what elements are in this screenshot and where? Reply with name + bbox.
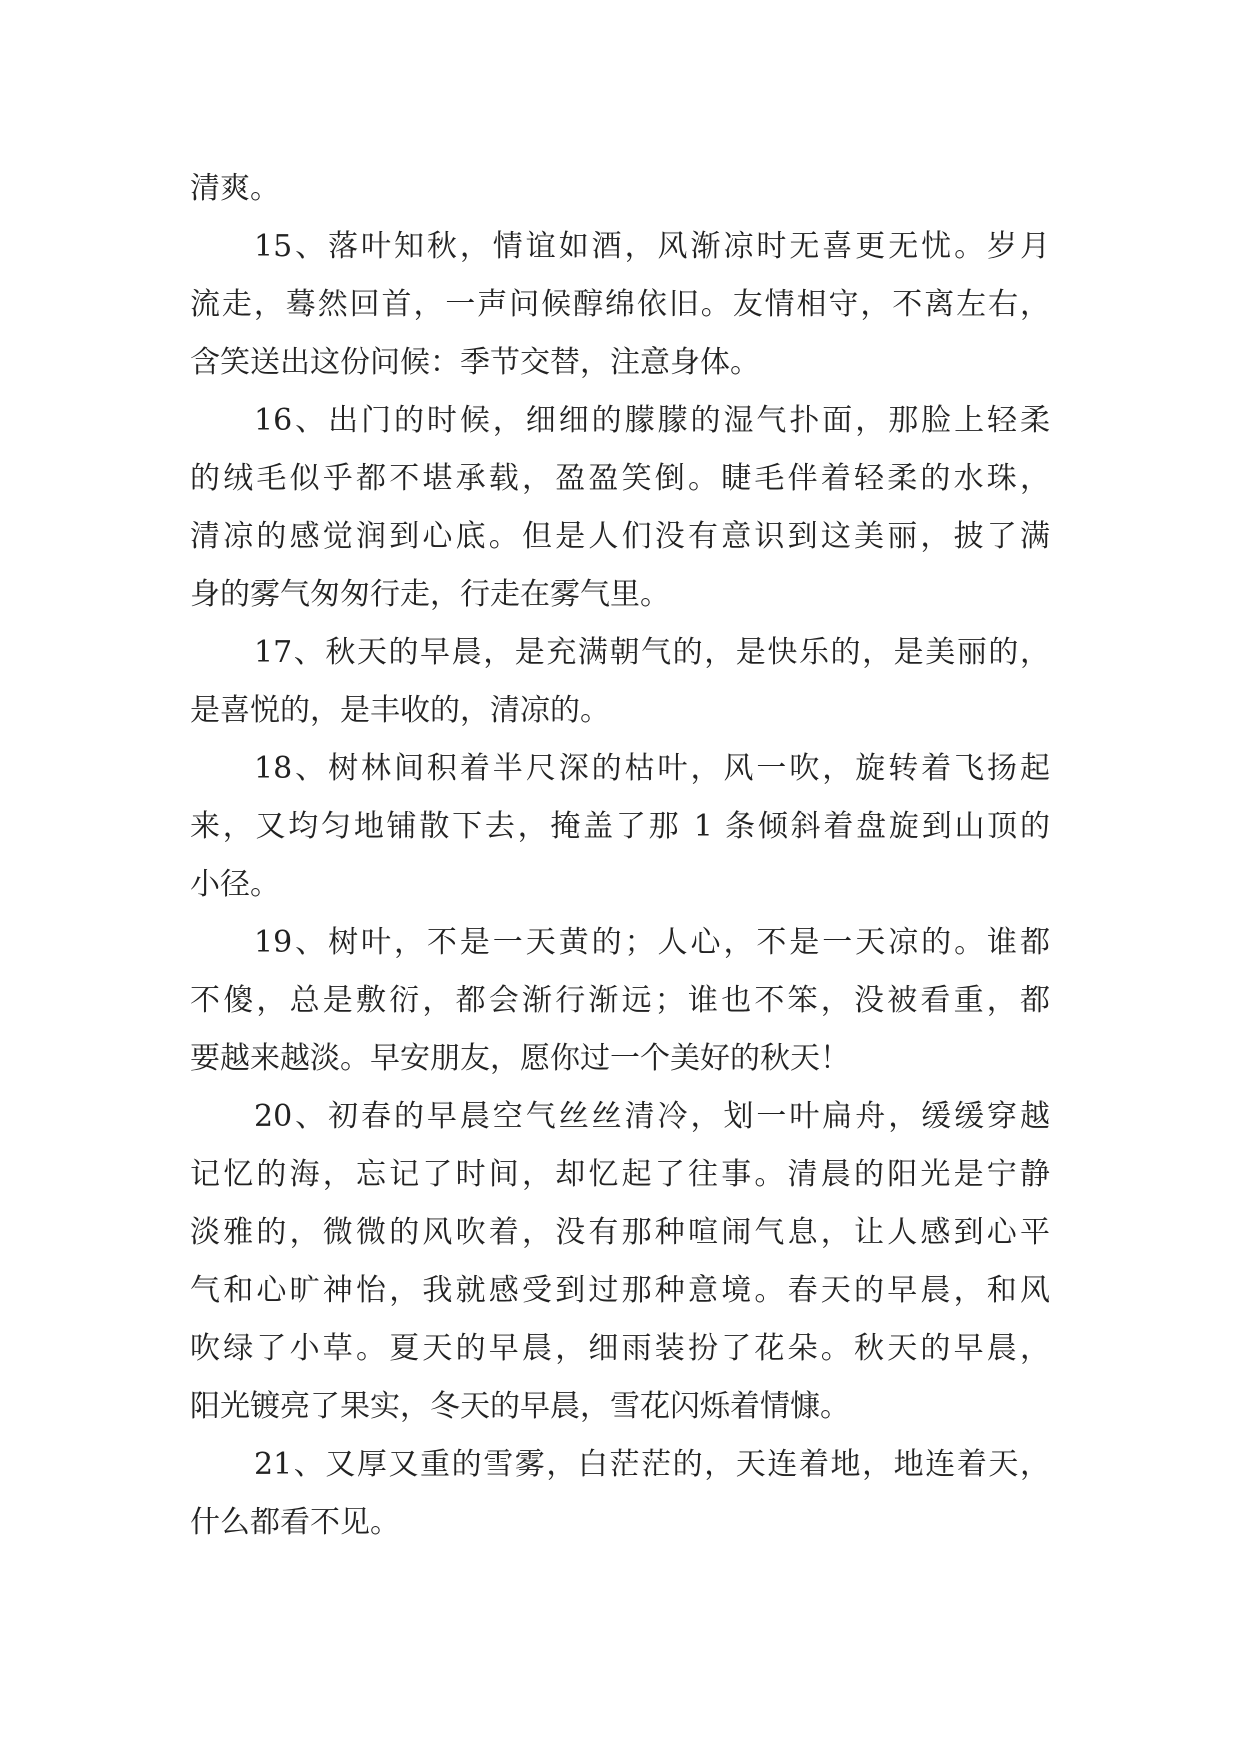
text-line: 15、落叶知秋，情谊如酒，风渐凉时无喜更无忧。岁月 [254,229,1050,264]
paragraph-16 [190,392,1050,624]
paragraph-19 [190,914,1050,1088]
text-line: 来，又均匀地铺散下去，掩盖了那 1 条倾斜着盘旋到山顶的 [190,809,1050,844]
paragraph-15 [190,218,1050,392]
text-line: 气和心旷神怡，我就感受到过那种意境。春天的早晨，和风 [190,1273,1050,1308]
paragraph-21 [190,1436,1050,1552]
text-line: 含笑送出这份问候：季节交替，注意身体。 [190,345,760,380]
text-line: 清爽。 [190,171,280,206]
document-body [190,160,1050,1552]
paragraph-14-tail [190,160,1050,218]
text-line: 身的雾气匆匆行走，行走在雾气里。 [190,577,670,612]
text-line: 记忆的海，忘记了时间，却忆起了往事。清晨的阳光是宁静 [190,1157,1050,1192]
text-line: 18、树林间积着半尺深的枯叶，风一吹，旋转着飞扬起 [254,751,1050,786]
text-line: 的绒毛似乎都不堪承载，盈盈笑倒。睫毛伴着轻柔的水珠， [190,461,1050,496]
text-line: 17、秋天的早晨，是充满朝气的，是快乐的，是美丽的， [254,635,1050,670]
text-line: 清凉的感觉润到心底。但是人们没有意识到这美丽，披了满 [190,519,1050,554]
text-line: 20、初春的早晨空气丝丝清冷，划一叶扁舟，缓缓穿越 [254,1099,1050,1134]
text-line: 阳光镀亮了果实，冬天的早晨，雪花闪烁着情慷。 [190,1389,850,1424]
paragraph-20 [190,1088,1050,1436]
text-line: 淡雅的，微微的风吹着，没有那种喧闹气息，让人感到心平 [190,1215,1050,1250]
text-line: 不傻，总是敷衍，都会渐行渐远；谁也不笨，没被看重，都 [190,983,1050,1018]
text-line: 19、树叶，不是一天黄的；人心，不是一天凉的。谁都 [254,925,1050,960]
text-line: 流走，蓦然回首，一声问候醇绵依旧。友情相守，不离左右， [190,287,1050,322]
text-line: 21、又厚又重的雪雾，白茫茫的，天连着地，地连着天， [254,1447,1050,1482]
text-line: 16、出门的时候，细细的朦朦的湿气扑面，那脸上轻柔 [254,403,1050,438]
text-line: 小径。 [190,867,280,902]
text-line: 吹绿了小草。夏天的早晨，细雨装扮了花朵。秋天的早晨， [190,1331,1050,1366]
paragraph-18 [190,740,1050,914]
text-line: 要越来越淡。早安朋友，愿你过一个美好的秋天！ [190,1041,850,1076]
paragraph-17 [190,624,1050,740]
text-line: 什么都看不见。 [190,1505,400,1540]
text-line: 是喜悦的，是丰收的，清凉的。 [190,693,610,728]
